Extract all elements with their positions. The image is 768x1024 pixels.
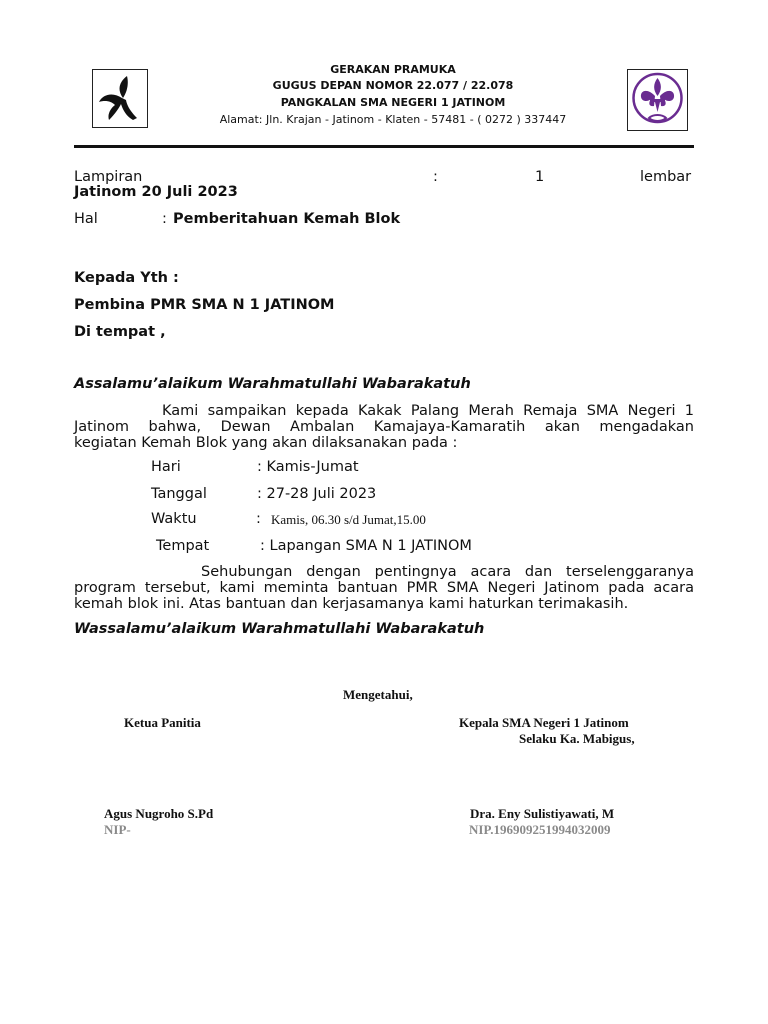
paragraph-1	[74, 403, 694, 451]
recipient-name: Pembina PMR SMA N 1 JATINOM	[74, 297, 335, 313]
left-signer-nip: NIP-	[104, 822, 131, 837]
recipient-salutation: Kepada Yth :	[74, 270, 179, 286]
hari-label: Hari	[151, 459, 181, 475]
lampiran-label: Lampiran	[74, 169, 143, 185]
lampiran-colon: :	[433, 169, 438, 185]
tanggal-value: : 27-28 Juli 2023	[257, 486, 377, 502]
waktu-value: Kamis, 06.30 s/d Jumat,15.00	[271, 512, 426, 527]
tempat-value: : Lapangan SMA N 1 JATINOM	[260, 538, 472, 554]
fleur-de-lis-icon	[628, 70, 687, 130]
tempat-label: Tempat	[156, 538, 210, 554]
lampiran-unit: lembar	[640, 169, 692, 185]
hari-value: : Kamis-Jumat	[257, 459, 359, 475]
sprout-icon	[93, 70, 147, 127]
paragraph-2-line: Sehubungan dengan pentingnya acara dan terselenggaranya	[201, 564, 694, 580]
org-name: GERAKAN PRAMUKA	[330, 63, 456, 76]
tunas-kelapa-logo	[92, 69, 148, 128]
tanggal-label: Tanggal	[151, 486, 207, 502]
greeting: Assalamu’alaikum Warahmatullahi Wabarakatuh	[74, 376, 471, 392]
right-signer-title-2: Selaku Ka. Mabigus,	[519, 731, 635, 746]
paragraph-2-line: program tersebut, kami meminta bantuan PMR SMA Negeri Jatinom pada acara	[74, 580, 694, 596]
recipient-place: Di tempat ,	[74, 324, 166, 340]
letter-date: Jatinom 20 Juli 2023	[74, 184, 238, 200]
letterhead-divider	[74, 145, 694, 148]
address: Alamat: Jln. Krajan - Jatinom - Klaten - 57481 - ( 0272 ) 337447	[219, 113, 567, 126]
paragraph-2-line: kemah blok ini. Atas bantuan dan kerjasamanya kami haturkan terimakasih.	[74, 596, 629, 612]
waktu-label: Waktu	[151, 511, 197, 527]
waktu-colon: :	[256, 511, 261, 527]
lampiran-value: 1	[535, 169, 545, 185]
right-signer-title: Kepala SMA Negeri 1 Jatinom	[459, 715, 629, 730]
scout-fleur-de-lis-logo	[627, 69, 688, 131]
mengetahui: Mengetahui,	[343, 687, 413, 702]
right-signer-nip: NIP.196909251994032009	[469, 822, 611, 837]
gugus-depan: GUGUS DEPAN NOMOR 22.077 / 22.078	[272, 79, 514, 92]
hal-value: Pemberitahuan Kemah Blok	[173, 211, 401, 227]
paragraph-1-line: Kami sampaikan kepada Kakak Palang Merah Remaja SMA Negeri 1	[162, 403, 694, 419]
closing: Wassalamu’alaikum Warahmatullahi Wabarakatuh	[74, 621, 485, 637]
left-signer-title: Ketua Panitia	[124, 715, 201, 730]
paragraph-2	[74, 564, 694, 612]
hal-label: Hal	[74, 211, 98, 227]
left-signer-name: Agus Nugroho S.Pd	[104, 806, 214, 821]
hal-colon: :	[162, 211, 167, 227]
pangkalan: PANGKALAN SMA NEGERI 1 JATINOM	[280, 96, 506, 109]
right-signer-name: Dra. Eny Sulistiyawati, M	[470, 806, 615, 821]
paragraph-1-line: Jatinom bahwa, Dewan Ambalan Kamajaya-Kamaratih akan mengadakan	[74, 419, 694, 435]
paragraph-1-line: kegiatan Kemah Blok yang akan dilaksanakan pada :	[74, 435, 458, 451]
